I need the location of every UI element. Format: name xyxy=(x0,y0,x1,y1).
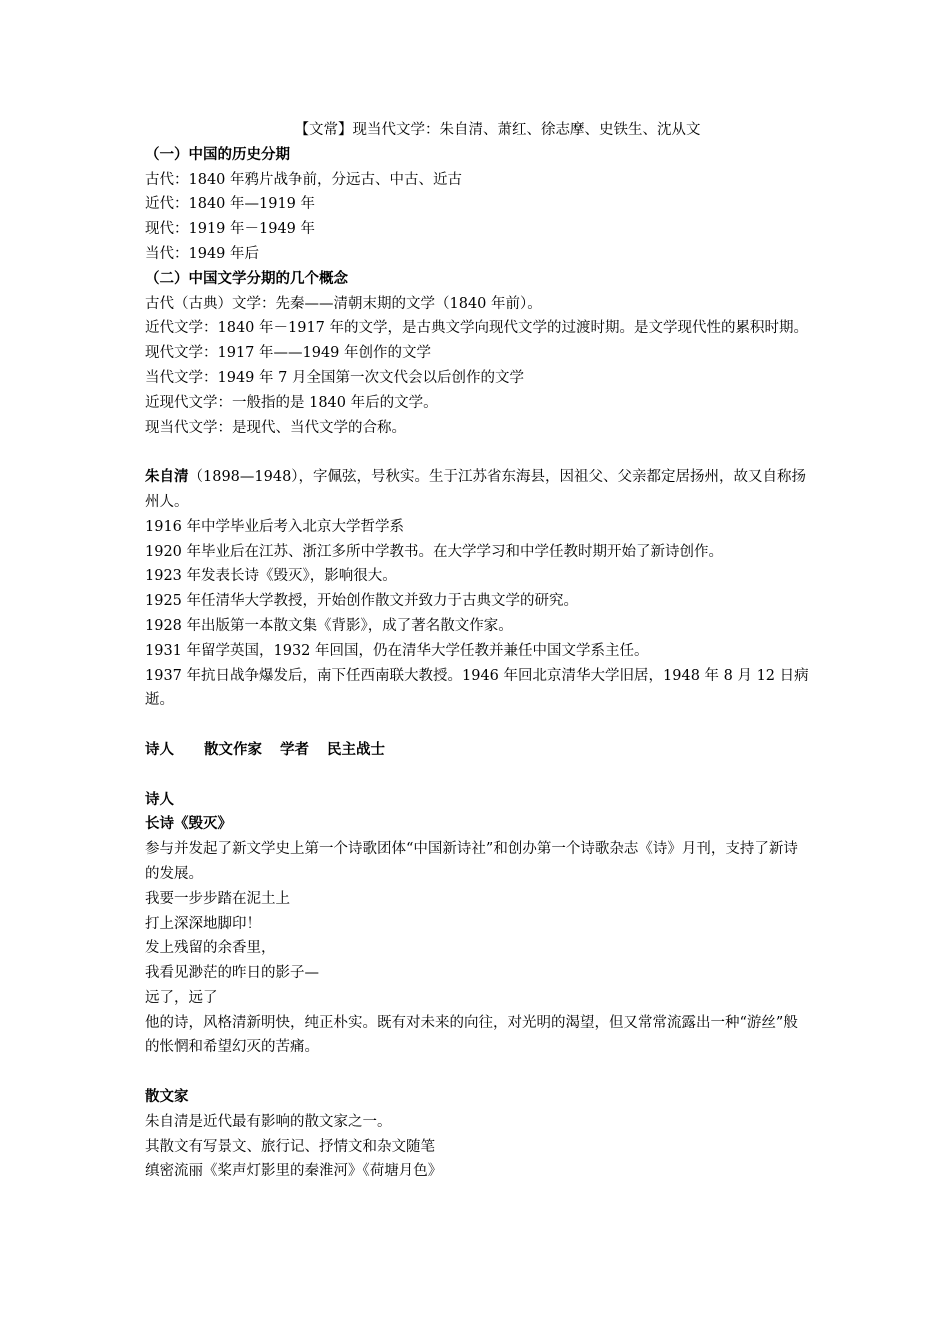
bio-event: 1920 年毕业后在江苏、浙江多所中学教书。在大学学习和中学任教时期开始了新诗创作。 xyxy=(145,543,724,560)
document-title: 【文常】现当代文学：朱自清、萧红、徐志摩、史铁生、沈从文 xyxy=(294,122,701,138)
essayist-line: 缜密流丽《桨声灯影里的秦淮河》《荷塘月色》 xyxy=(145,1163,443,1180)
poem-line: 发上残留的余香里， xyxy=(145,940,276,957)
bio-event: 1931 年留学英国，1932 年回国，仍在清华大学任教并兼任中国文学系主任。 xyxy=(145,642,649,659)
section2-line: 现代文学：1917 年——1949 年创作的文学 xyxy=(145,345,432,362)
bio-intro xyxy=(145,465,810,515)
section2-line: 近代文学：1840 年－1917 年的文学，是古典文学向现代文学的过渡时期。是文学现代性的累积时期。 xyxy=(145,320,809,337)
spacer xyxy=(145,440,810,465)
section1-line: 古代：1840 年鸦片战争前，分远古、中古、近古 xyxy=(145,171,463,188)
poet-heading: 诗人 xyxy=(145,790,174,808)
bio-event: 1925 年任清华大学教授，开始创作散文并致力于古典文学的研究。 xyxy=(145,593,579,610)
bio-event: 1923 年发表长诗《毁灭》，影响很大。 xyxy=(145,568,397,585)
poem-line: 我看见渺茫的昨日的影子— xyxy=(145,965,319,982)
section2-line: 当代文学：1949 年 7 月全国第一次文代会以后创作的文学 xyxy=(145,369,524,386)
bio-intro-text: （1898—1948），字佩弦，号秋实。生于江苏省东海县，因祖父、父亲都定居扬州，故又自称扬州人。 xyxy=(145,469,807,510)
bio-event: 1916 年中学毕业后考入北京大学哲学系 xyxy=(145,518,405,535)
poem-line: 我要一步步踏在泥土上 xyxy=(145,890,290,907)
poem-line: 打上深深地脚印！ xyxy=(145,915,261,932)
spacer xyxy=(145,763,810,788)
bio-name: 朱自清 xyxy=(145,468,189,486)
role-label: 诗人 xyxy=(145,740,174,758)
essayist-line: 其散文有写景文、旅行记、抒情文和杂文随笔 xyxy=(145,1138,435,1155)
essayist-heading: 散文家 xyxy=(145,1088,189,1106)
section1-line: 现代：1919 年－1949 年 xyxy=(145,221,316,238)
document-page xyxy=(145,118,810,1184)
essayist-line: 朱自清是近代最有影响的散文家之一。 xyxy=(145,1113,392,1130)
spacer xyxy=(145,1060,810,1085)
section1-line: 近代：1840 年—1919 年 xyxy=(145,196,316,213)
section2-line: 现当代文学：是现代、当代文学的合称。 xyxy=(145,419,406,436)
roles-row xyxy=(145,738,810,763)
bio-event: 1937 年抗日战争爆发后，南下任西南联大教授。1946 年回北京清华大学旧居，1948 年 8 月 12 日病逝。 xyxy=(145,667,809,709)
role-label: 散文作家 xyxy=(204,740,262,758)
poet-subheading: 长诗《毁灭》 xyxy=(145,815,232,833)
section1-line: 当代：1949 年后 xyxy=(145,245,260,262)
section2-line: 古代（古典）文学：先秦——清朝末期的文学（1840 年前）。 xyxy=(145,295,542,312)
section2-heading: （二）中国文学分期的几个概念 xyxy=(145,269,348,287)
role-label: 学者 xyxy=(280,740,309,758)
section1-heading: （一）中国的历史分期 xyxy=(145,145,290,163)
spacer xyxy=(145,713,810,738)
poet-style: 他的诗，风格清新明快，纯正朴实。既有对未来的向往，对光明的渴望，但又常常流露出一种“游丝”般的怅惘和希望幻灭的苦痛。 xyxy=(145,1014,798,1056)
poem-line: 远了，远了 xyxy=(145,989,218,1006)
role-label: 民主战士 xyxy=(327,740,385,758)
section2-line: 近现代文学：一般指的是 1840 年后的文学。 xyxy=(145,394,438,411)
poet-desc: 参与并发起了新文学史上第一个诗歌团体“中国新诗社”和创办第一个诗歌杂志《诗》月刊，支持了新诗的发展。 xyxy=(145,841,798,882)
bio-event: 1928 年出版第一本散文集《背影》，成了著名散文作家。 xyxy=(145,617,513,634)
